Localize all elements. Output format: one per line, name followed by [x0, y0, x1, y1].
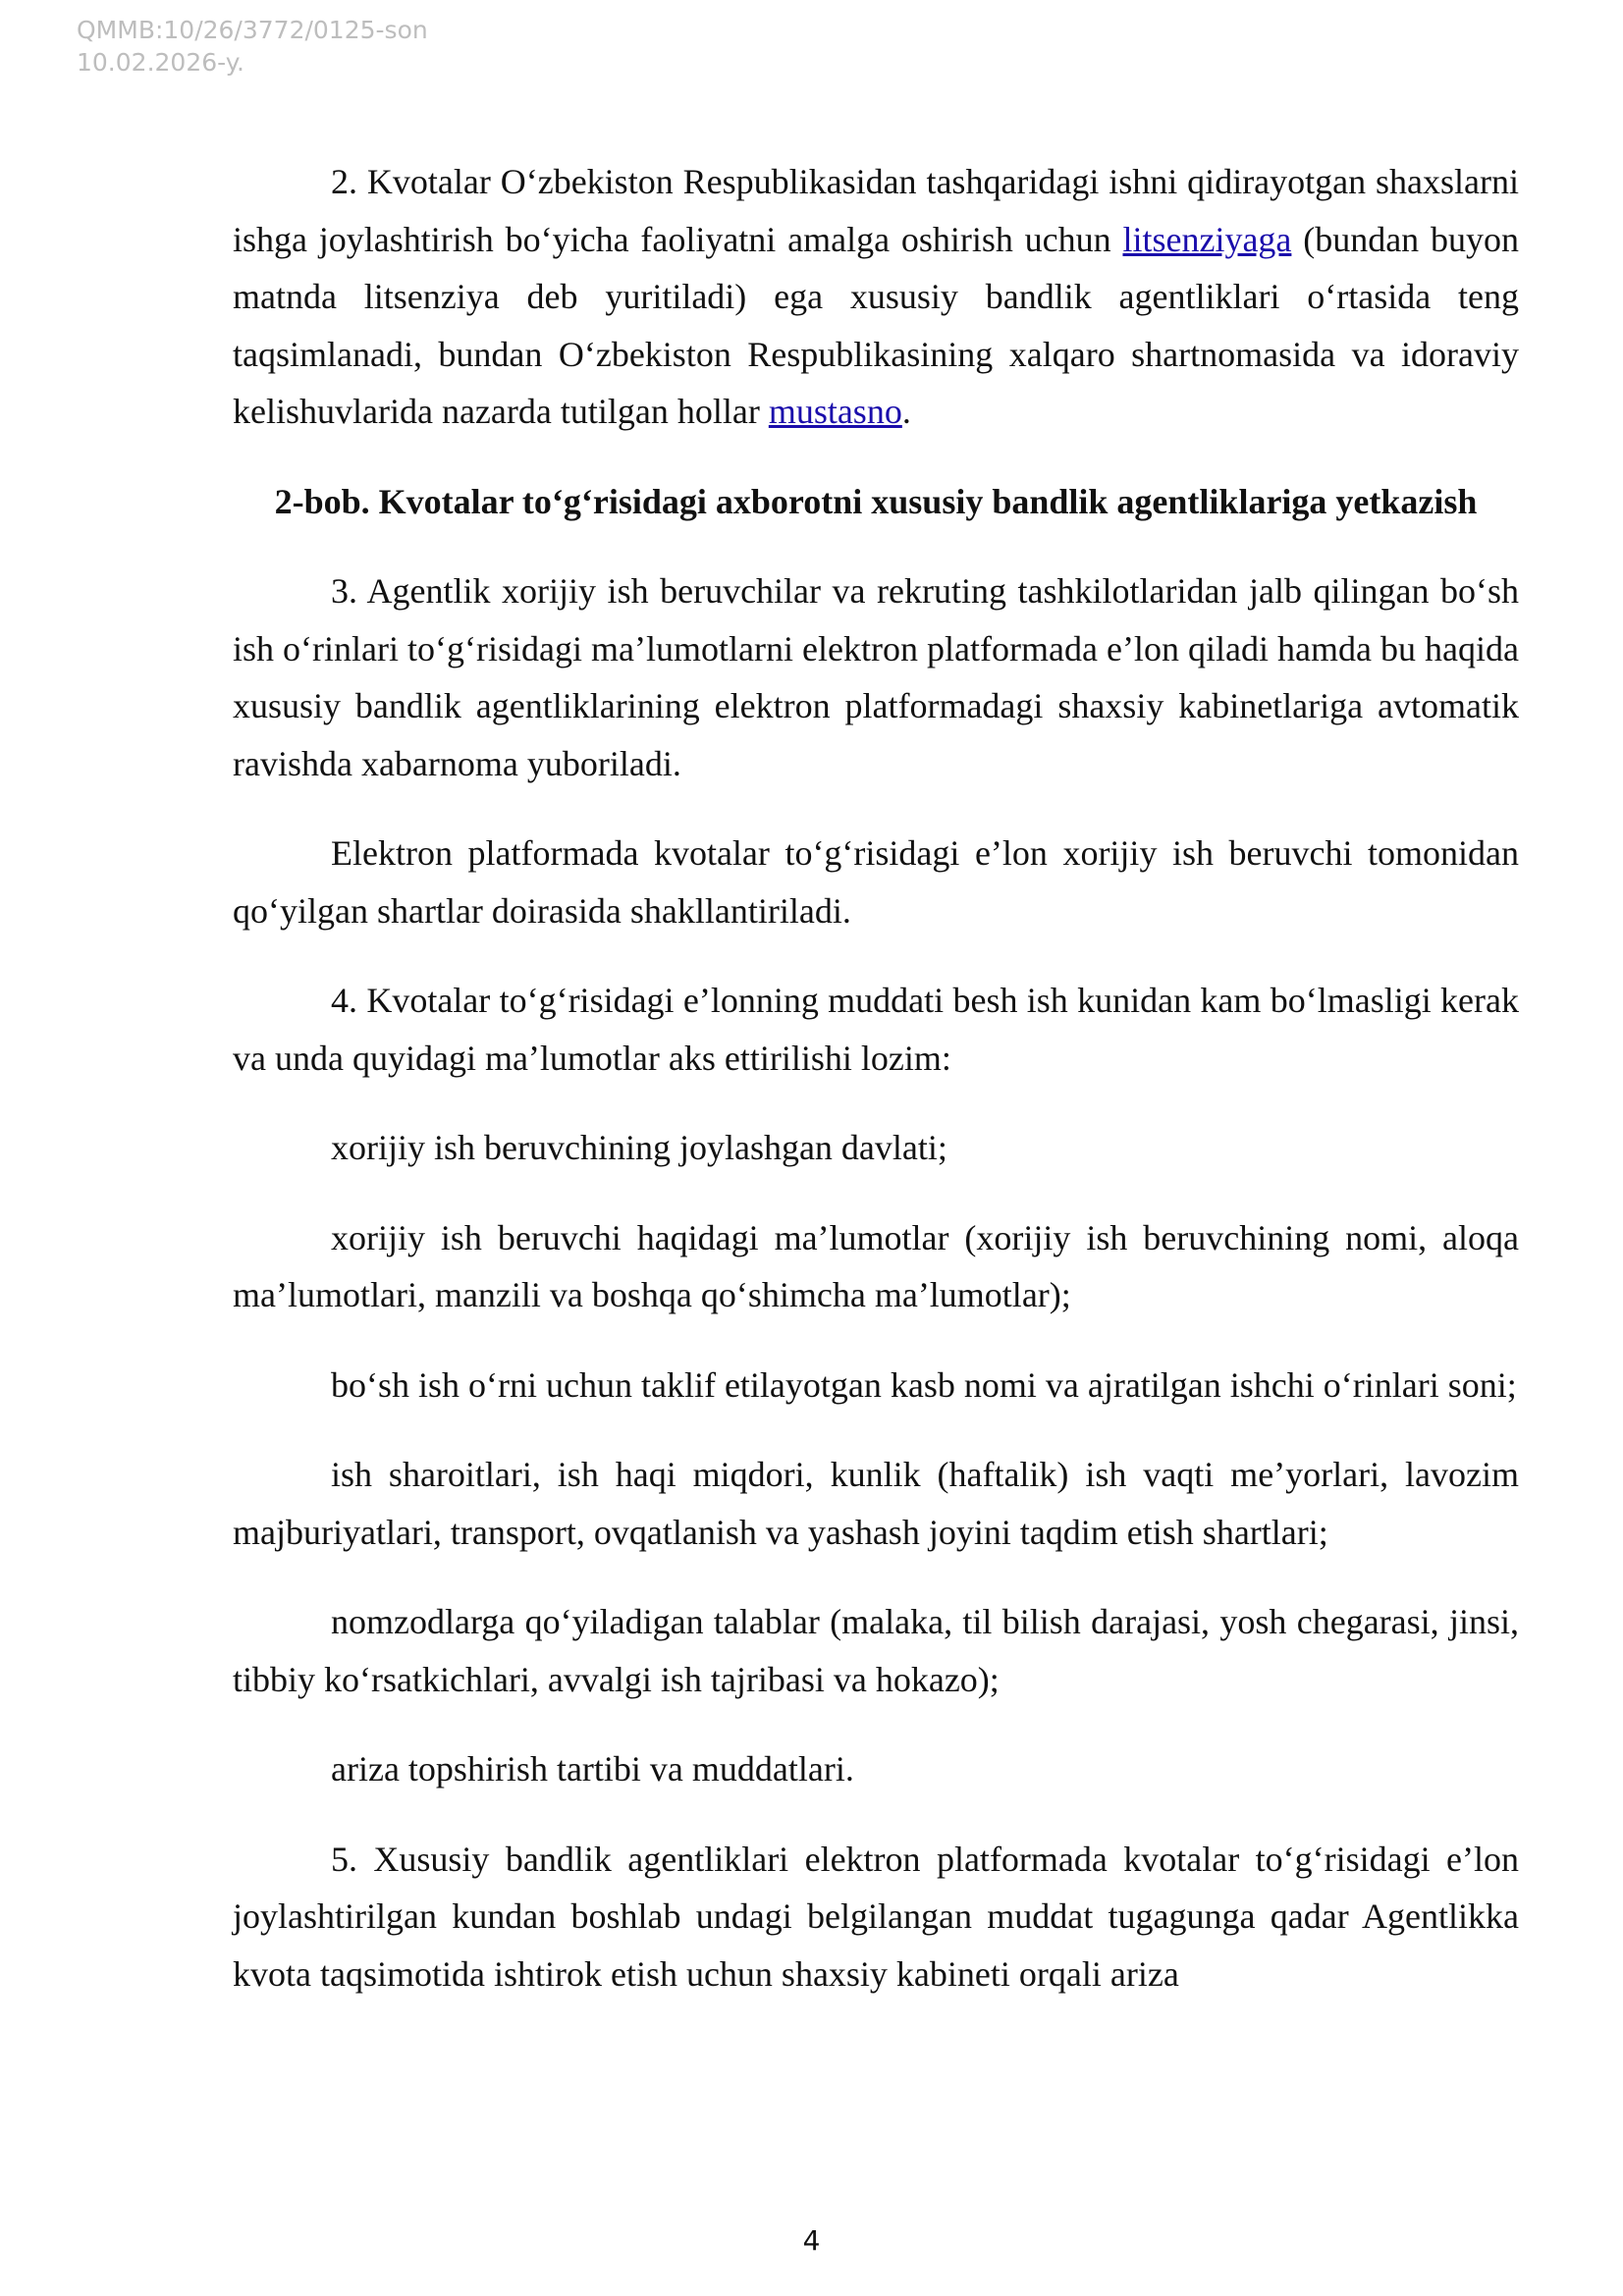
paragraph-4: 4. Kvotalar to‘g‘risidagi e’lonning muddati besh ish kunidan kam boʻlmasligi kerak va unda quyidagi maʼlumotlar aks ettirilishi lozim: [233, 981, 1519, 1078]
page-number: 4 [802, 2224, 821, 2257]
paragraph-3: 3. Agentlik xorijiy ish beruvchilar va rekruting tashkilotlaridan jalb qilingan boʻsh ish oʻrinlari toʻgʻrisidagi maʼlumotlarni elektron platformada eʼlon qiladi hamda bu haqida xususiy bandlik agentliklarining elektron platformadagi shaxsiy kabinetlariga avtomatik ravishda xabarnoma yuboriladi. [233, 571, 1519, 783]
paragraph-2 [233, 153, 1519, 441]
list-item: nomzodlarga qoʻyiladigan talablar (malaka, til bilish darajasi, yosh chegarasi, jinsi, tibbiy koʻrsatkichlari, avvalgi ish tajribasi va hokazo); [233, 1602, 1519, 1699]
registration-stamp [77, 14, 428, 79]
list-item: xorijiy ish beruvchi haqidagi ma’lumotlar (xorijiy ish beruvchining nomi, aloqa ma’lumotlari, manzili va boshqa qo‘shimcha ma’lumotlar); [233, 1217, 1519, 1314]
paragraph-2-text-end: . [901, 392, 911, 431]
list-item: boʻsh ish oʻrni uchun taklif etilayotgan kasb nomi va ajratilgan ishchi oʻrinlari soni; [331, 1364, 1517, 1405]
list-item: xorijiy ish beruvchining joylashgan davlati; [331, 1128, 947, 1167]
mustasno-link[interactable]: mustasno [768, 392, 902, 431]
stamp-registration-number: QMMB:10/26/3772/0125-son [77, 16, 428, 44]
list-item: ariza topshirish tartibi va muddatlari. [331, 1749, 854, 1789]
paragraph-5: 5. Xususiy bandlik agentliklari elektron platformada kvotalar to‘g‘risidagi e’lon joylashtirilgan kundan boshlab undagi belgilangan muddat tugagunga qadar Agentlikka kvota taqsimotida ishtirok etish uchun shaxsiy kabineti orqali ariza [233, 1839, 1519, 1994]
stamp-date: 10.02.2026-y. [77, 48, 244, 77]
litsenziya-link[interactable]: litsenziyaga [1122, 219, 1292, 259]
document-body [233, 153, 1519, 2002]
paragraph-2-text-start: 2. Kvotalar Oʻzbekiston Respublikasidan tashqaridagi ishni qidirayotgan shaxslarni ishga joylashtirish boʻyicha faoliyatni amalga oshirish uchun [233, 162, 1519, 259]
paragraph-2-text-middle: (bundan buyon matnda litsenziya deb yuritiladi) ega xususiy bandlik agentliklari oʻrtasida teng taqsimlanadi, bundan Oʻzbekiston Respublikasining xalqaro shartnomasida va idoraviy kelishuvlarida nazarda tutilgan hollar [233, 219, 1519, 431]
list-item: ish sharoitlari, ish haqi miqdori, kunlik (haftalik) ish vaqti meʼyorlari, lavozim majburiyatlari, transport, ovqatlanish va yashash joyini taqdim etish shartlari; [233, 1455, 1519, 1552]
paragraph-3-continuation: Elektron platformada kvotalar to‘g‘risidagi e’lon xorijiy ish beruvchi tomonidan qo‘yilgan shartlar doirasida shakllantiriladi. [233, 833, 1519, 931]
chapter-heading: 2-bob. Kvotalar toʻgʻrisidagi axborotni xususiy bandlik agentliklariga yetkazish [274, 481, 1478, 521]
